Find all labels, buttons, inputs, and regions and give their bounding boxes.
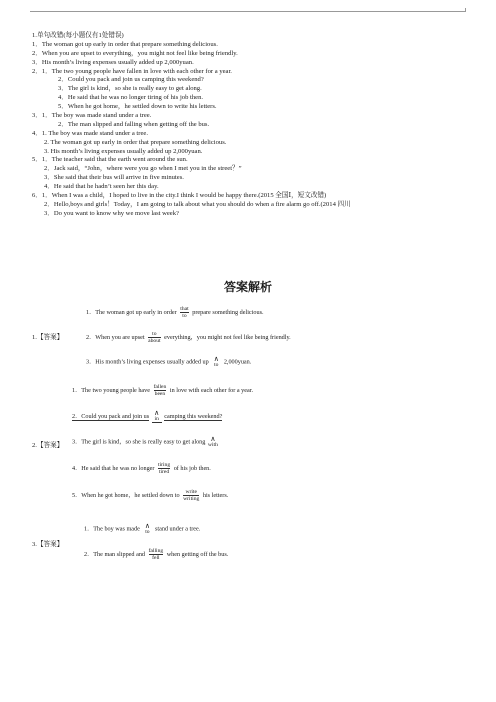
answer-tag-2: 2.【答案】 xyxy=(32,442,64,449)
exercise-line: 2. The woman got up early in order that prepare something delicious. xyxy=(44,138,227,146)
exercise-line: 2．When you are upset to everything，you might not feel like being friendly. xyxy=(32,49,238,57)
exercise-line: 4．1. The boy was made stand under a tree. xyxy=(32,129,148,137)
exercise-line: 5．When he got home，he settled down to write his letters. xyxy=(58,103,217,111)
exercise-line: 2．Hello,boys and girls！Today，I am going to talk about what you should do when a fire alarm go off.(2014 四川 xyxy=(44,200,351,208)
exercise-header: 1.单句改错(每小题仅有1处错误) xyxy=(32,32,124,39)
exercise-line: 4．He said that he hadn’t seen her this day. xyxy=(44,183,159,191)
exercise-line: 4．He said that he was no longer tiring of his job then. xyxy=(58,94,204,102)
exercise-line: 2．Jack said，“John，where were you go when I met you in the street？” xyxy=(44,165,242,173)
exercise-line: 3．The girl is kind，so she is really easy to get along. xyxy=(58,85,202,93)
answer-3-2: 2．The man slipped and falling fell when getting off the bus. xyxy=(84,548,229,561)
exercise-list xyxy=(0,32,496,219)
answer-tag-3: 3.【答案】 xyxy=(32,541,64,548)
answer-2-5: 5．When he got home，he settled down to write writing his letters. xyxy=(72,489,229,502)
exercise-line: 3．Do you want to know why we move last week? xyxy=(44,209,179,217)
answer-2-4: 4．He said that he was no longer tiring tired of his job then. xyxy=(72,462,211,475)
answer-1-3: 3．His month’s living expenses usually added up ∧ to 2,000yuan. xyxy=(86,355,252,368)
answer-2-3: 3．The girl is kind，so she is really easy to get along ∧ with xyxy=(72,435,218,448)
exercise-line: 3．His month’s living expenses usually added up 2,000yuan. xyxy=(32,58,194,66)
answer-tag-1: 1.【答案】 xyxy=(32,334,64,341)
answer-title: 答案解析 xyxy=(223,280,272,294)
exercise-line: 2．1．The two young people have fallen in love with each other for a year. xyxy=(32,67,232,75)
answer-2-2: 2．Could you pack and join us ∧ in camping this weekend? xyxy=(72,409,223,422)
answer-1-2: 2．When you are upset to about everything，you might not feel like being friendly. xyxy=(86,331,291,344)
exercise-line: 5．1．The teacher said that the earth went around the sun. xyxy=(32,156,188,164)
exercise-line: 6．1．When I was a child，I hoped to live in the city.I think I would be happy there.(2015 全国Ⅰ，短文改错) xyxy=(32,192,327,200)
exercise-line: 3．1．The boy was made stand under a tree. xyxy=(32,112,152,120)
exercise-line: 2．The man slipped and falling when getting off the bus. xyxy=(58,120,210,128)
answer-2-1: 1．The two young people have fallen been in love with each other for a year. xyxy=(72,384,253,397)
exercise-line: 1．The woman got up early in order that prepare something delicious. xyxy=(32,40,218,48)
exercise-line: 3. His month’s living expenses usually added up 2,000yuan. xyxy=(44,147,203,155)
exercise-line: 2．Could you pack and join us camping this weekend? xyxy=(58,76,204,84)
exercise-line: 3．She said that their bus will arrive in five minutes. xyxy=(44,174,184,182)
answer-1-1: 1．The woman got up early in order that to prepare something delicious. xyxy=(86,306,264,319)
answer-3-1: 1．The boy was made ∧ to stand under a tree. xyxy=(84,522,201,535)
header-rule xyxy=(30,11,466,12)
